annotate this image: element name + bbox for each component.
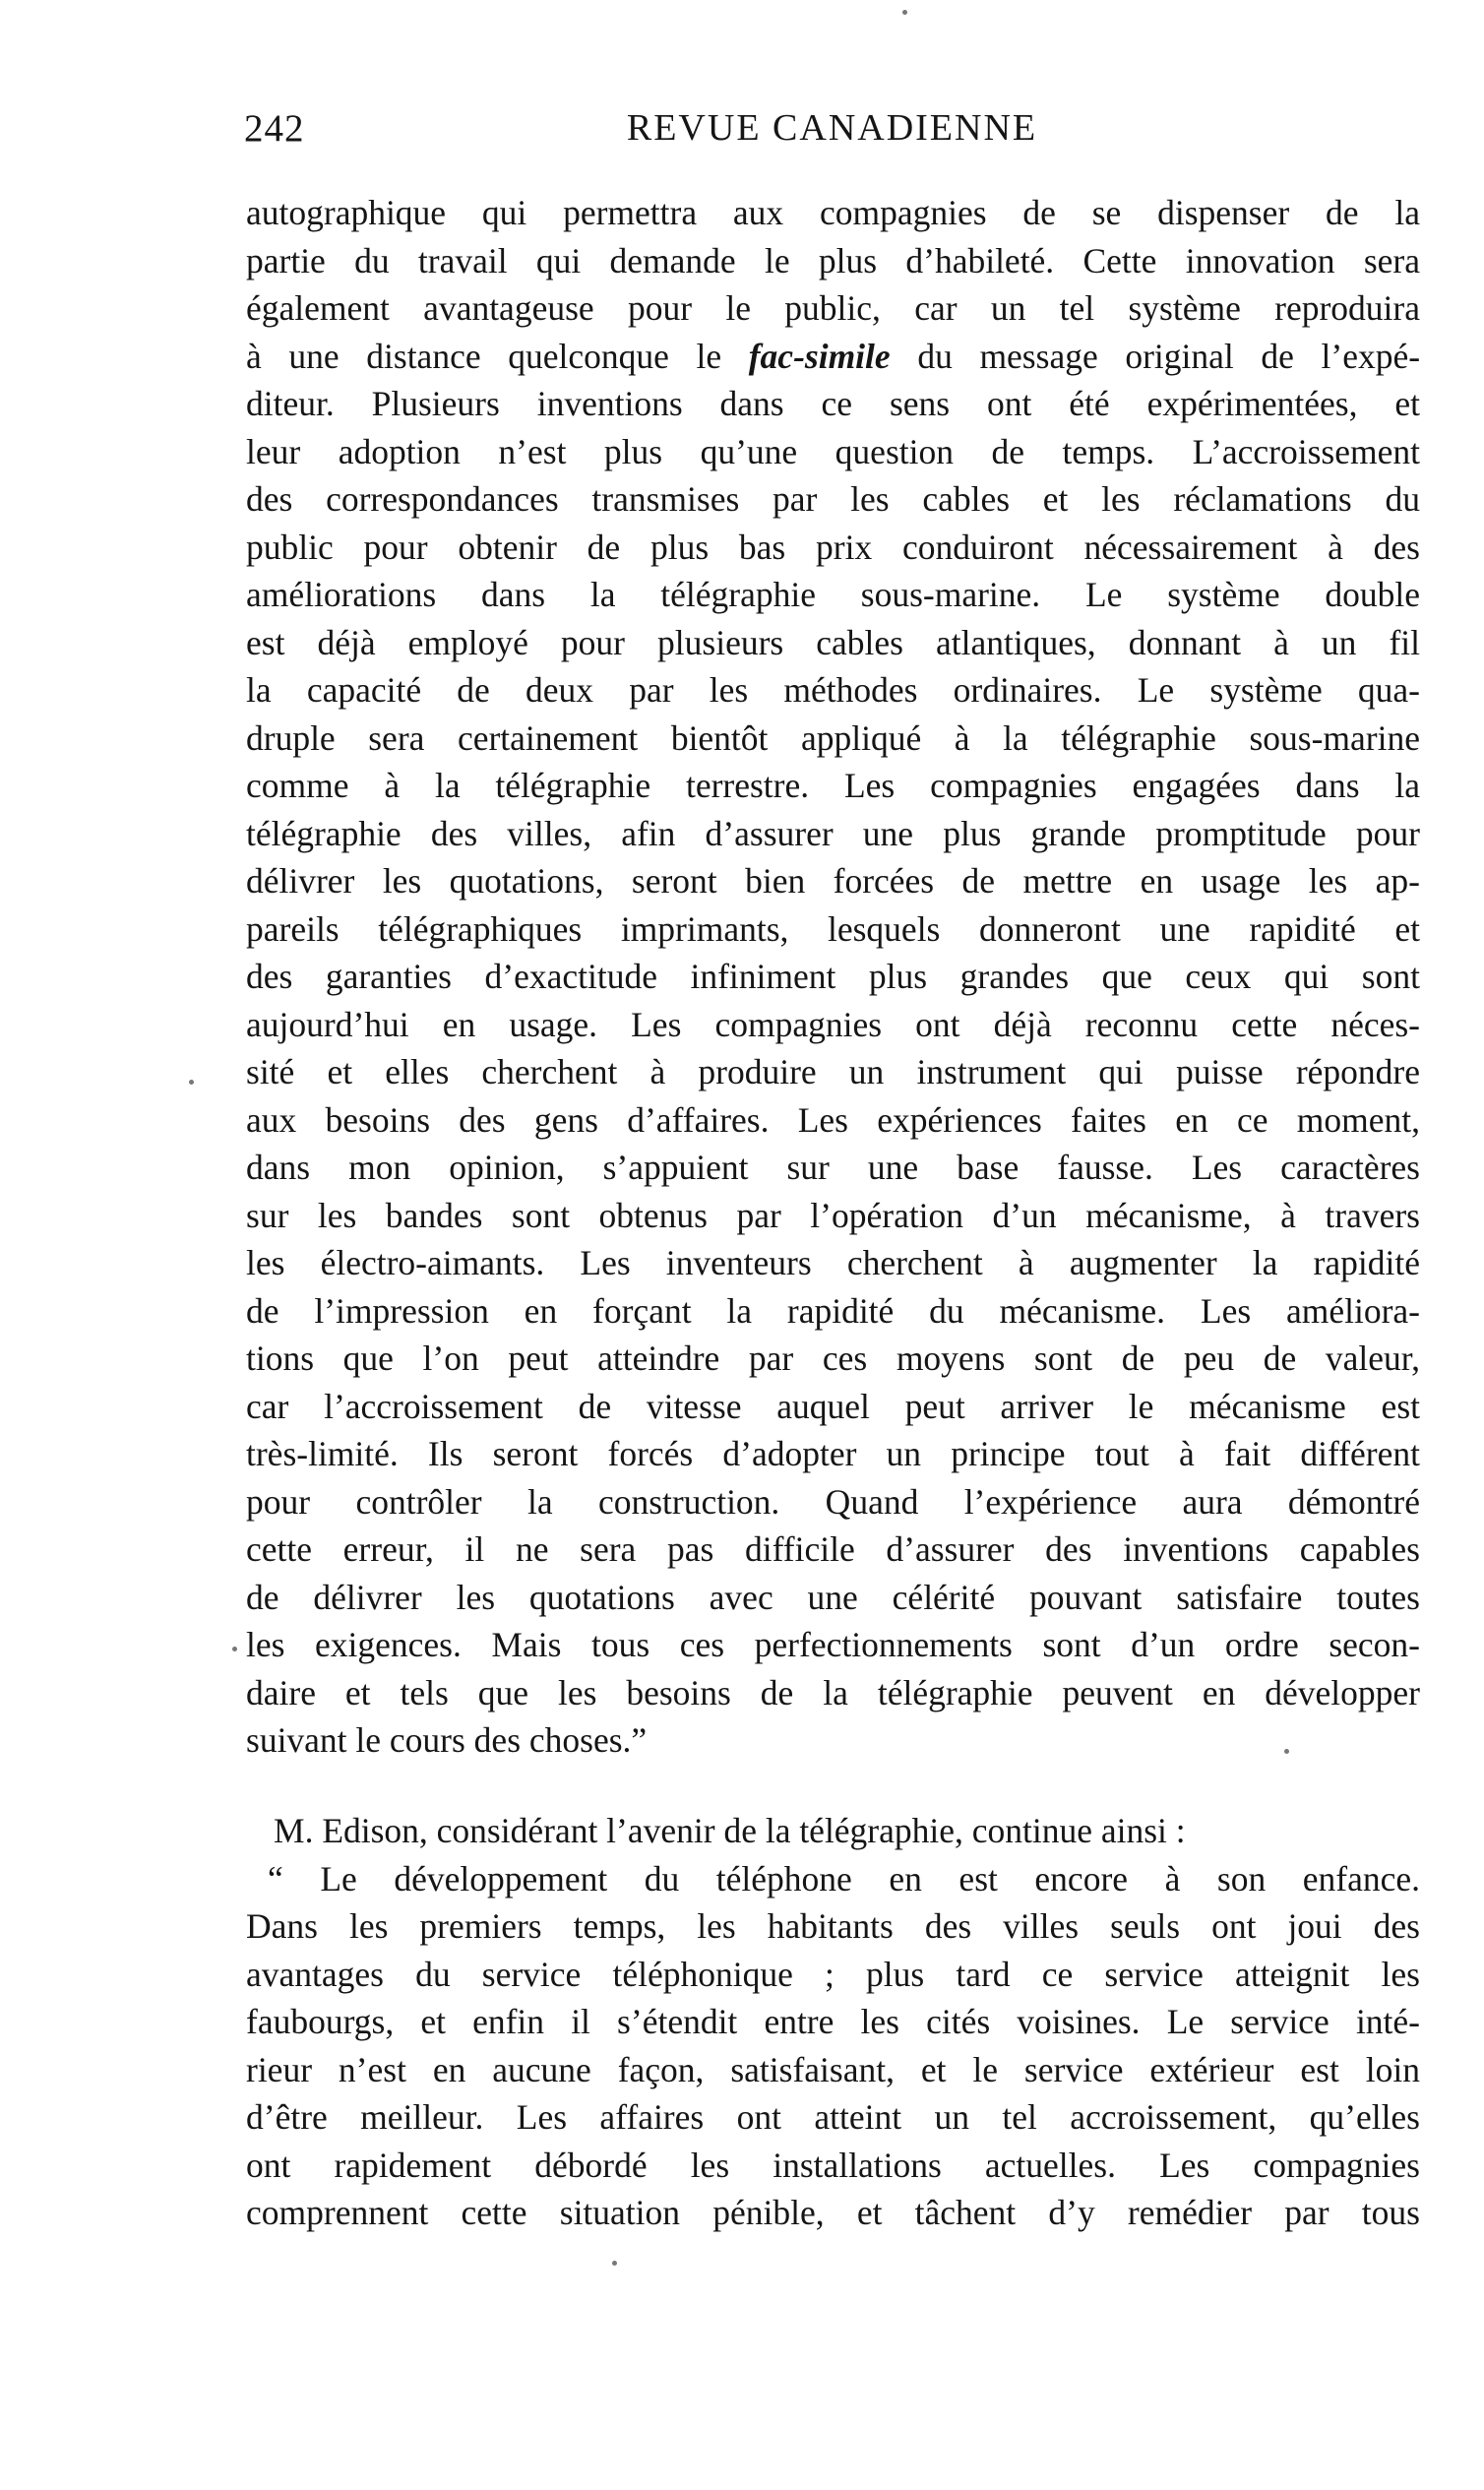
text-line: de l’impression en forçant la rapidité du mécanisme. Les améliora- xyxy=(246,1290,1420,1331)
page-header xyxy=(244,106,1420,165)
text-line: autographique qui permettra aux compagnies de se dispenser de la xyxy=(246,193,1420,232)
text-line: partie du travail qui demande le plus d’habileté. Cette innovation sera xyxy=(246,240,1420,280)
text-line: très-limité. Ils seront forcés d’adopter un principe tout à fait différent xyxy=(246,1434,1420,1473)
text-line: des correspondances transmises par les cables et les réclamations du xyxy=(246,479,1420,519)
text-line: druple sera certainement bientôt appliqué à la télégraphie sous-marine xyxy=(246,717,1420,758)
text-line: daire et tels que les besoins de la télégraphie peuvent en développer xyxy=(246,1672,1420,1712)
text-line: est déjà employé pour plusieurs cables atlantiques, donnant à un fil xyxy=(246,622,1420,662)
text-line: sur les bandes sont obtenus par l’opération d’un mécanisme, à travers xyxy=(246,1195,1420,1235)
text-line: les exigences. Mais tous ces perfectionnements sont d’un ordre secon- xyxy=(246,1625,1420,1664)
text-line: sité et elles cherchent à produire un instrument qui puisse répondre xyxy=(246,1052,1420,1091)
text-line: public pour obtenir de plus bas prix conduiront nécessairement à des xyxy=(246,527,1420,567)
text-line: tions que l’on peut atteindre par ces moyens sont de peu de valeur, xyxy=(246,1338,1420,1378)
scan-speck xyxy=(902,10,907,15)
text-line: comprennent cette situation pénible, et tâchent d’y remédier par tous xyxy=(246,2193,1420,2232)
text-line: délivrer les quotations, seront bien forcées de mettre en usage les ap- xyxy=(246,861,1420,901)
text-line: rieur n’est en aucune façon, satisfaisant, et le service extérieur est loin xyxy=(246,2049,1420,2089)
scan-speck xyxy=(612,2261,617,2266)
text-line: faubourgs, et enfin il s’étendit entre les cités voisines. Le service inté- xyxy=(246,2002,1420,2041)
text-segment: à une distance quelconque le xyxy=(246,336,722,376)
text-line: comme à la télégraphie terrestre. Les compagnies engagées dans la xyxy=(246,766,1420,805)
text-line: car l’accroissement de vitesse auquel peut arriver le mécanisme est xyxy=(246,1386,1420,1426)
text-line: aujourd’hui en usage. Les compagnies ont déjà reconnu cette néces- xyxy=(246,1004,1420,1044)
text-line: “ Le développement du téléphone en est encore à son enfance. xyxy=(268,1858,1420,1899)
page-number: 242 xyxy=(244,107,305,150)
text-line: diteur. Plusieurs inventions dans ce sens ont été expérimentées, et xyxy=(246,384,1420,423)
italic-term: fac-simile xyxy=(748,336,891,376)
text-line: dans mon opinion, s’appuient sur une base fausse. Les caractères xyxy=(246,1148,1420,1187)
text-line: des garanties d’exactitude infiniment plus grandes que ceux qui sont xyxy=(246,957,1420,996)
scan-speck xyxy=(189,1080,194,1085)
text-line: pour contrôler la construction. Quand l’expérience aura démontré xyxy=(246,1481,1420,1522)
text-line: d’être meilleur. Les affaires ont atteint un tel accroissement, qu’elles xyxy=(246,2097,1420,2137)
text-line: pareils télégraphiques imprimants, lesquels donneront une rapidité et xyxy=(246,908,1420,949)
paragraph-quotation-continued xyxy=(246,189,1420,1765)
text-line: Dans les premiers temps, les habitants des villes seuls ont joui des xyxy=(246,1906,1420,1946)
text-line: avantages du service téléphonique ; plus tard ce service atteignit les xyxy=(246,1954,1420,1994)
text-line: ont rapidement débordé les installations actuelles. Les compagnies xyxy=(246,2145,1420,2185)
text-line: aux besoins des gens d’affaires. Les expériences faites en ce moment, xyxy=(246,1099,1420,1140)
text-line: leur adoption n’est plus qu’une question de temps. L’accroissement xyxy=(246,431,1420,471)
text-line: M. Edison, considérant l’avenir de la télégraphie, continue ainsi : xyxy=(274,1811,1186,1850)
scan-speck xyxy=(1284,1749,1289,1754)
text-line-with-italic xyxy=(246,333,1420,381)
text-line: de délivrer les quotations avec une célérité pouvant satisfaire toutes xyxy=(246,1577,1420,1617)
text-line: améliorations dans la télégraphie sous-marine. Le système double xyxy=(246,575,1420,614)
text-segment: du message original de l’expé- xyxy=(917,336,1420,376)
running-title: REVUE CANADIENNE xyxy=(626,107,1038,149)
paragraph-edison-telephone xyxy=(246,1807,1420,2237)
text-line: cette erreur, il ne sera pas difficile d’assurer des inventions capables xyxy=(246,1529,1420,1569)
text-line: télégraphie des villes, afin d’assurer une plus grande promptitude pour xyxy=(246,813,1420,853)
text-line: les électro-aimants. Les inventeurs cherchent à augmenter la rapidité xyxy=(246,1243,1420,1282)
text-line: également avantageuse pour le public, car un tel système reproduira xyxy=(246,288,1420,328)
text-line: suivant le cours des choses.” xyxy=(246,1720,648,1760)
scan-speck xyxy=(232,1647,237,1651)
text-line: la capacité de deux par les méthodes ordinaires. Le système qua- xyxy=(246,670,1420,710)
